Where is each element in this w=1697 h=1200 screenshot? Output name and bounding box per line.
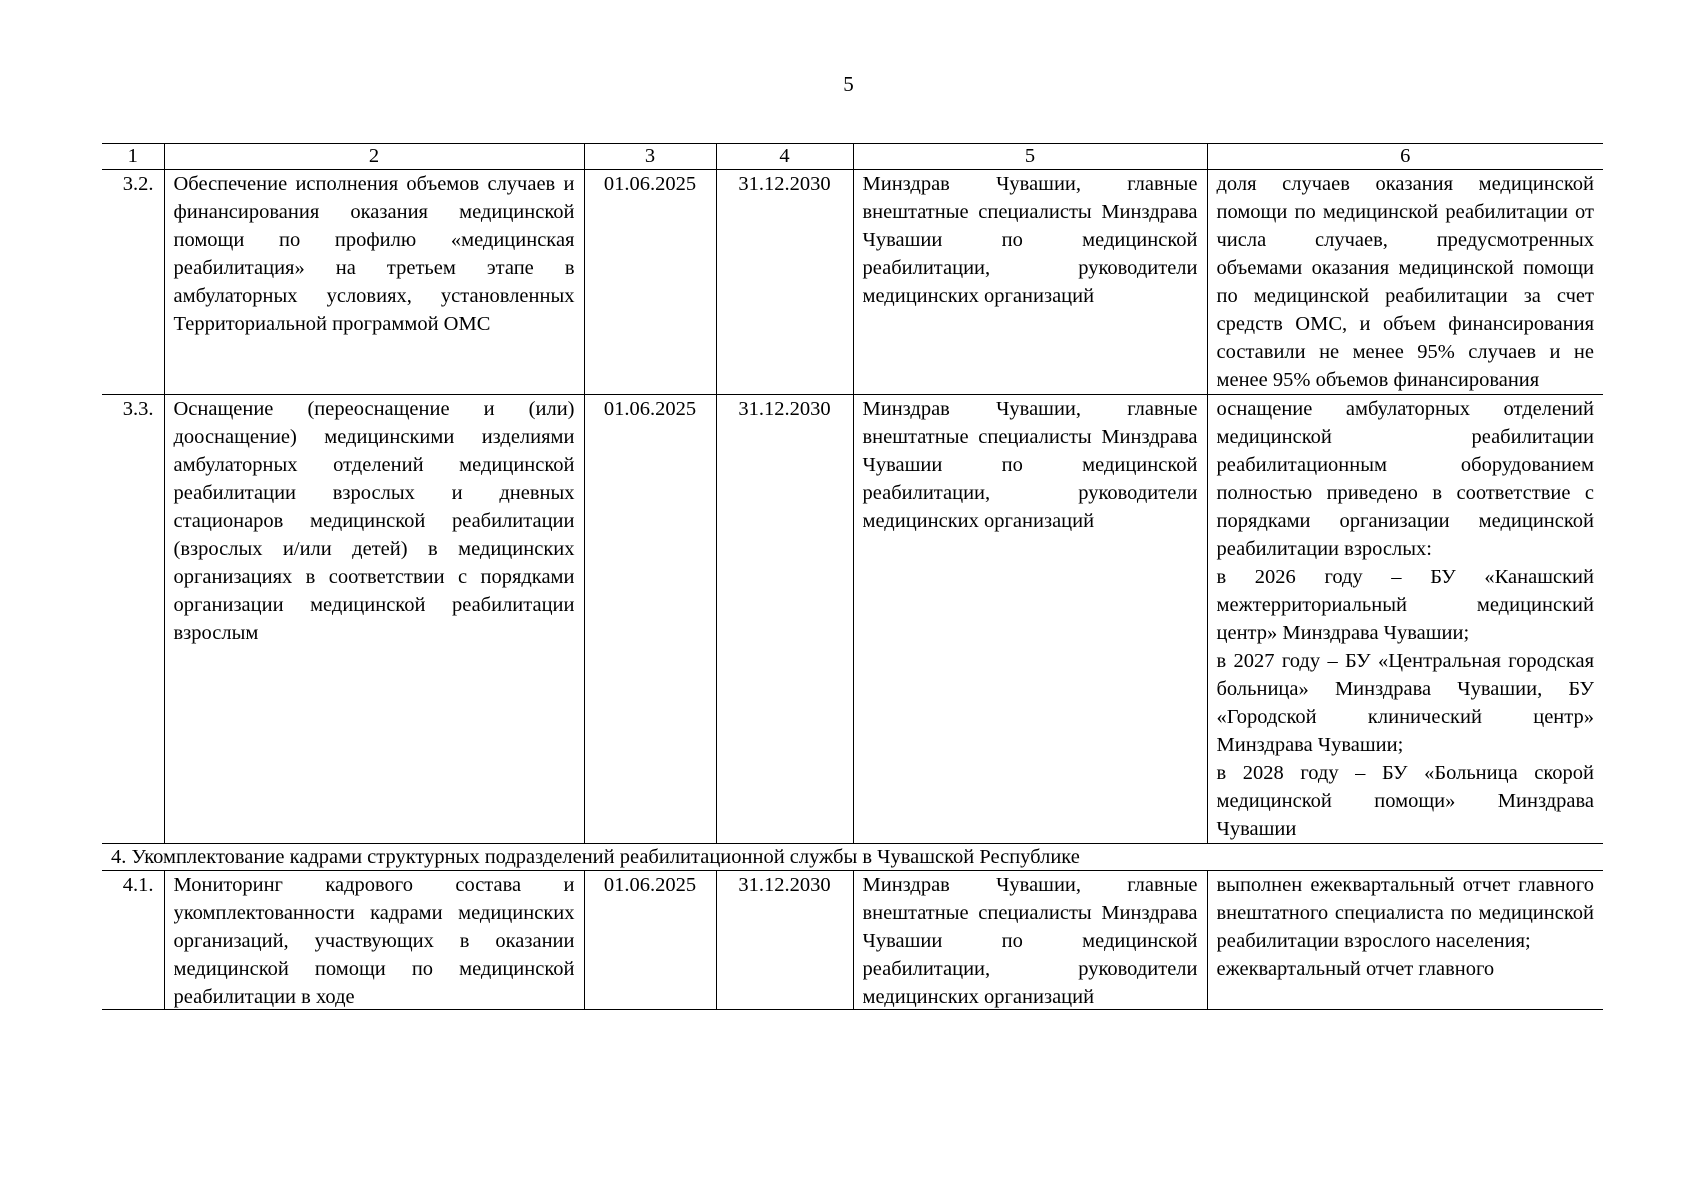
result-line: ежеквартальный отчет главного — [1216, 958, 1495, 980]
header-cell: 1 — [102, 144, 164, 170]
start-date-cell: 01.06.2025 — [584, 170, 716, 395]
result-line: выполнен ежеквартальный отчет главного внештатного специалиста по медицинской реабилитации взрослого населения; — [1216, 874, 1594, 952]
row-number: 4.1. — [102, 871, 164, 1010]
header-cell: 4 — [716, 144, 853, 170]
start-date-cell: 01.06.2025 — [584, 871, 716, 1010]
table-row — [102, 170, 1603, 395]
result-text — [1217, 871, 1595, 1009]
result-cell — [1207, 871, 1603, 1010]
action-cell: Оснащение (переоснащение и (или) дооснащение) медицинскими изделиями амбулаторных отделений медицинской реабилитации взрослых и дневных стационаров медицинской реабилитации (взрослых и/или детей) в медицинских организациях в соответствии с порядками организации медицинской реабилитации взрослым — [164, 395, 584, 844]
end-date-cell: 31.12.2030 — [716, 871, 853, 1010]
header-cell: 6 — [1207, 144, 1603, 170]
plan-table — [102, 143, 1603, 1010]
end-date-cell: 31.12.2030 — [716, 395, 853, 844]
result-line: в 2027 году – БУ «Центральная городская больница» Минздрава Чувашии, БУ «Городской клинический центр» Минздрава Чувашии; — [1216, 650, 1594, 756]
result-cell: доля случаев оказания медицинской помощи по медицинской реабилитации от числа случаев, предусмотренных объемами оказания медицинской помощи по медицинской реабилитации за счет средств ОМС, и объем финансирования составили не менее 95% случаев и не менее 95% объемов финансирования — [1207, 170, 1603, 395]
responsible-cell — [853, 871, 1207, 1010]
result-line: в 2026 году – БУ «Канашский межтерриториальный медицинский центр» Минздрава Чувашии; — [1216, 566, 1594, 644]
header-cell: 2 — [164, 144, 584, 170]
table-row — [102, 395, 1603, 844]
table-row — [102, 871, 1603, 1010]
section-row — [102, 844, 1603, 871]
result-line: в 2028 году – БУ «Больница скорой медицинской помощи» Минздрава Чувашии — [1216, 762, 1594, 840]
result-line: оснащение амбулаторных отделений медицинской реабилитации реабилитационным оборудованием полностью приведено в соответствие с порядками организации медицинской реабилитации взрослых: — [1216, 398, 1594, 560]
action-cell: Обеспечение исполнения объемов случаев и финансирования оказания медицинской помощи по профилю «медицинская реабилитация» на третьем этапе в амбулаторных условиях, установленных Территориальной программой ОМС — [164, 170, 584, 395]
header-cell: 3 — [584, 144, 716, 170]
responsible-cell: Минздрав Чувашии, главные внештатные специалисты Минздрава Чувашии по медицинской реабилитации, руководители медицинских организаций — [853, 395, 1207, 844]
start-date-cell: 01.06.2025 — [584, 395, 716, 844]
result-cell — [1207, 395, 1603, 844]
row-number: 3.2. — [102, 170, 164, 395]
action-cell — [164, 871, 584, 1010]
responsible-text: Минздрав Чувашии, главные внештатные специалисты Минздрава Чувашии по медицинской реабилитации, руководители медицинских организаций — [862, 874, 1198, 1008]
action-text: Мониторинг кадрового состава и укомплектованности кадрами медицинских организаций, участвующих в оказании медицинской помощи по медицинской реабилитации в ходе — [173, 874, 575, 1008]
end-date-cell: 31.12.2030 — [716, 170, 853, 395]
section-title: 4. Укомплектование кадрами структурных подразделений реабилитационной службы в Чувашской Республике — [102, 844, 1603, 871]
page-number: 5 — [843, 72, 854, 96]
row-number: 3.3. — [102, 395, 164, 844]
header-cell: 5 — [853, 144, 1207, 170]
responsible-cell: Минздрав Чувашии, главные внештатные специалисты Минздрава Чувашии по медицинской реабилитации, руководители медицинских организаций — [853, 170, 1207, 395]
table-header-row — [102, 144, 1603, 170]
